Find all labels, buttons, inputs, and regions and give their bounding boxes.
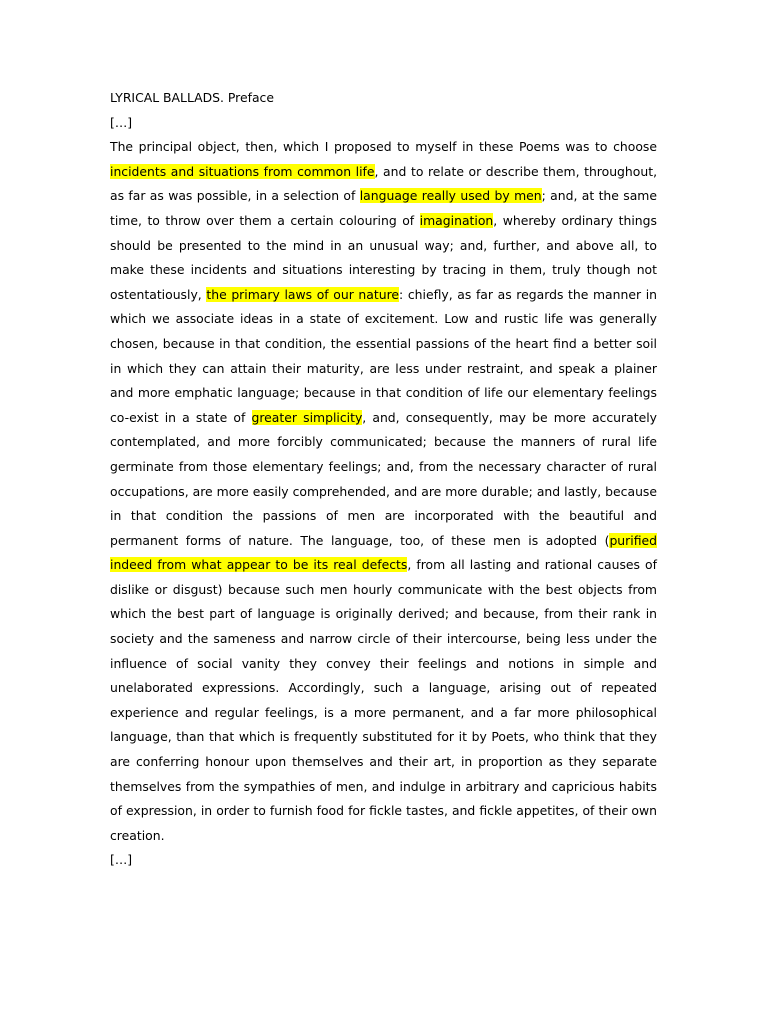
text-segment: The principal object, then, which I proposed to myself in these Poems was to choose (110, 139, 657, 155)
text-segment: , and to relate or describe them, throughout, as far as was possible, in a selection of (110, 163, 658, 204)
text-segment: : chiefly, as far as regards the manner in which we associate ideas in a state of excitement. Low and rustic life was generally chosen, because in that condition, the essential passions of the heart find a better soil in which they can attain their maturity, are less under restraint, and speak a plainer and more emphatic language; because in that condition of life our elementary feelings co-exist in a state of (110, 286, 658, 425)
text-segment: , whereby ordinary things should be presented to the mind in an unusual way; and, further, and above all, to make these incidents and situations interesting by tracing in them, truly though not ostentatiously, (110, 212, 657, 302)
highlighted-phrase: imagination (419, 212, 494, 228)
highlighted-phrase: language really used by men (359, 188, 542, 204)
document-page (110, 86, 657, 873)
text-segment: , from all lasting and rational causes of dislike or disgust) because such men hourly communicate with the best objects from which the best part of language is originally derived; and because, from their rank in society and the sameness and narrow circle of their intercourse, being less under the influence of social vanity they convey their feelings and notions in simple and unelaborated expressions. Accordingly, such a language, arising out of repeated experience and regular feelings, is a more permanent, and a far more philosophical language, than that which is frequently substituted for it by Poets, who think that they are conferring honour upon themselves and their art, in proportion as they separate themselves from the sympathies of men, and indulge in arbitrary and capricious habits of expression, in order to furnish food for fickle tastes, and fickle appetites, of their own creation. (110, 557, 657, 843)
body-paragraph (110, 135, 657, 848)
document-title: LYRICAL BALLADS. Preface (110, 90, 274, 105)
highlighted-phrase: the primary laws of our nature (206, 286, 400, 302)
highlighted-phrase: greater simplicity (251, 409, 363, 425)
text-segment: ; and, at the same time, to throw over them a certain colouring of (110, 188, 657, 228)
highlighted-phrase: purified indeed from what appear to be its real defects (110, 532, 657, 573)
ellipsis-close: […] (110, 852, 133, 868)
highlighted-phrase: incidents and situations from common life (110, 163, 375, 179)
text-segment: , and, consequently, may be more accurately contemplated, and more forcibly communicated; because the manners of rural life germinate from those elementary feelings; and, from the necessary character of rural occupations, are more easily comprehended, and are more durable; and lastly, because in that condition the passions of men are incorporated with the beautiful and permanent forms of nature. The language, too, of these men is adopted ( (110, 409, 657, 548)
ellipsis-open: […] (110, 114, 133, 130)
